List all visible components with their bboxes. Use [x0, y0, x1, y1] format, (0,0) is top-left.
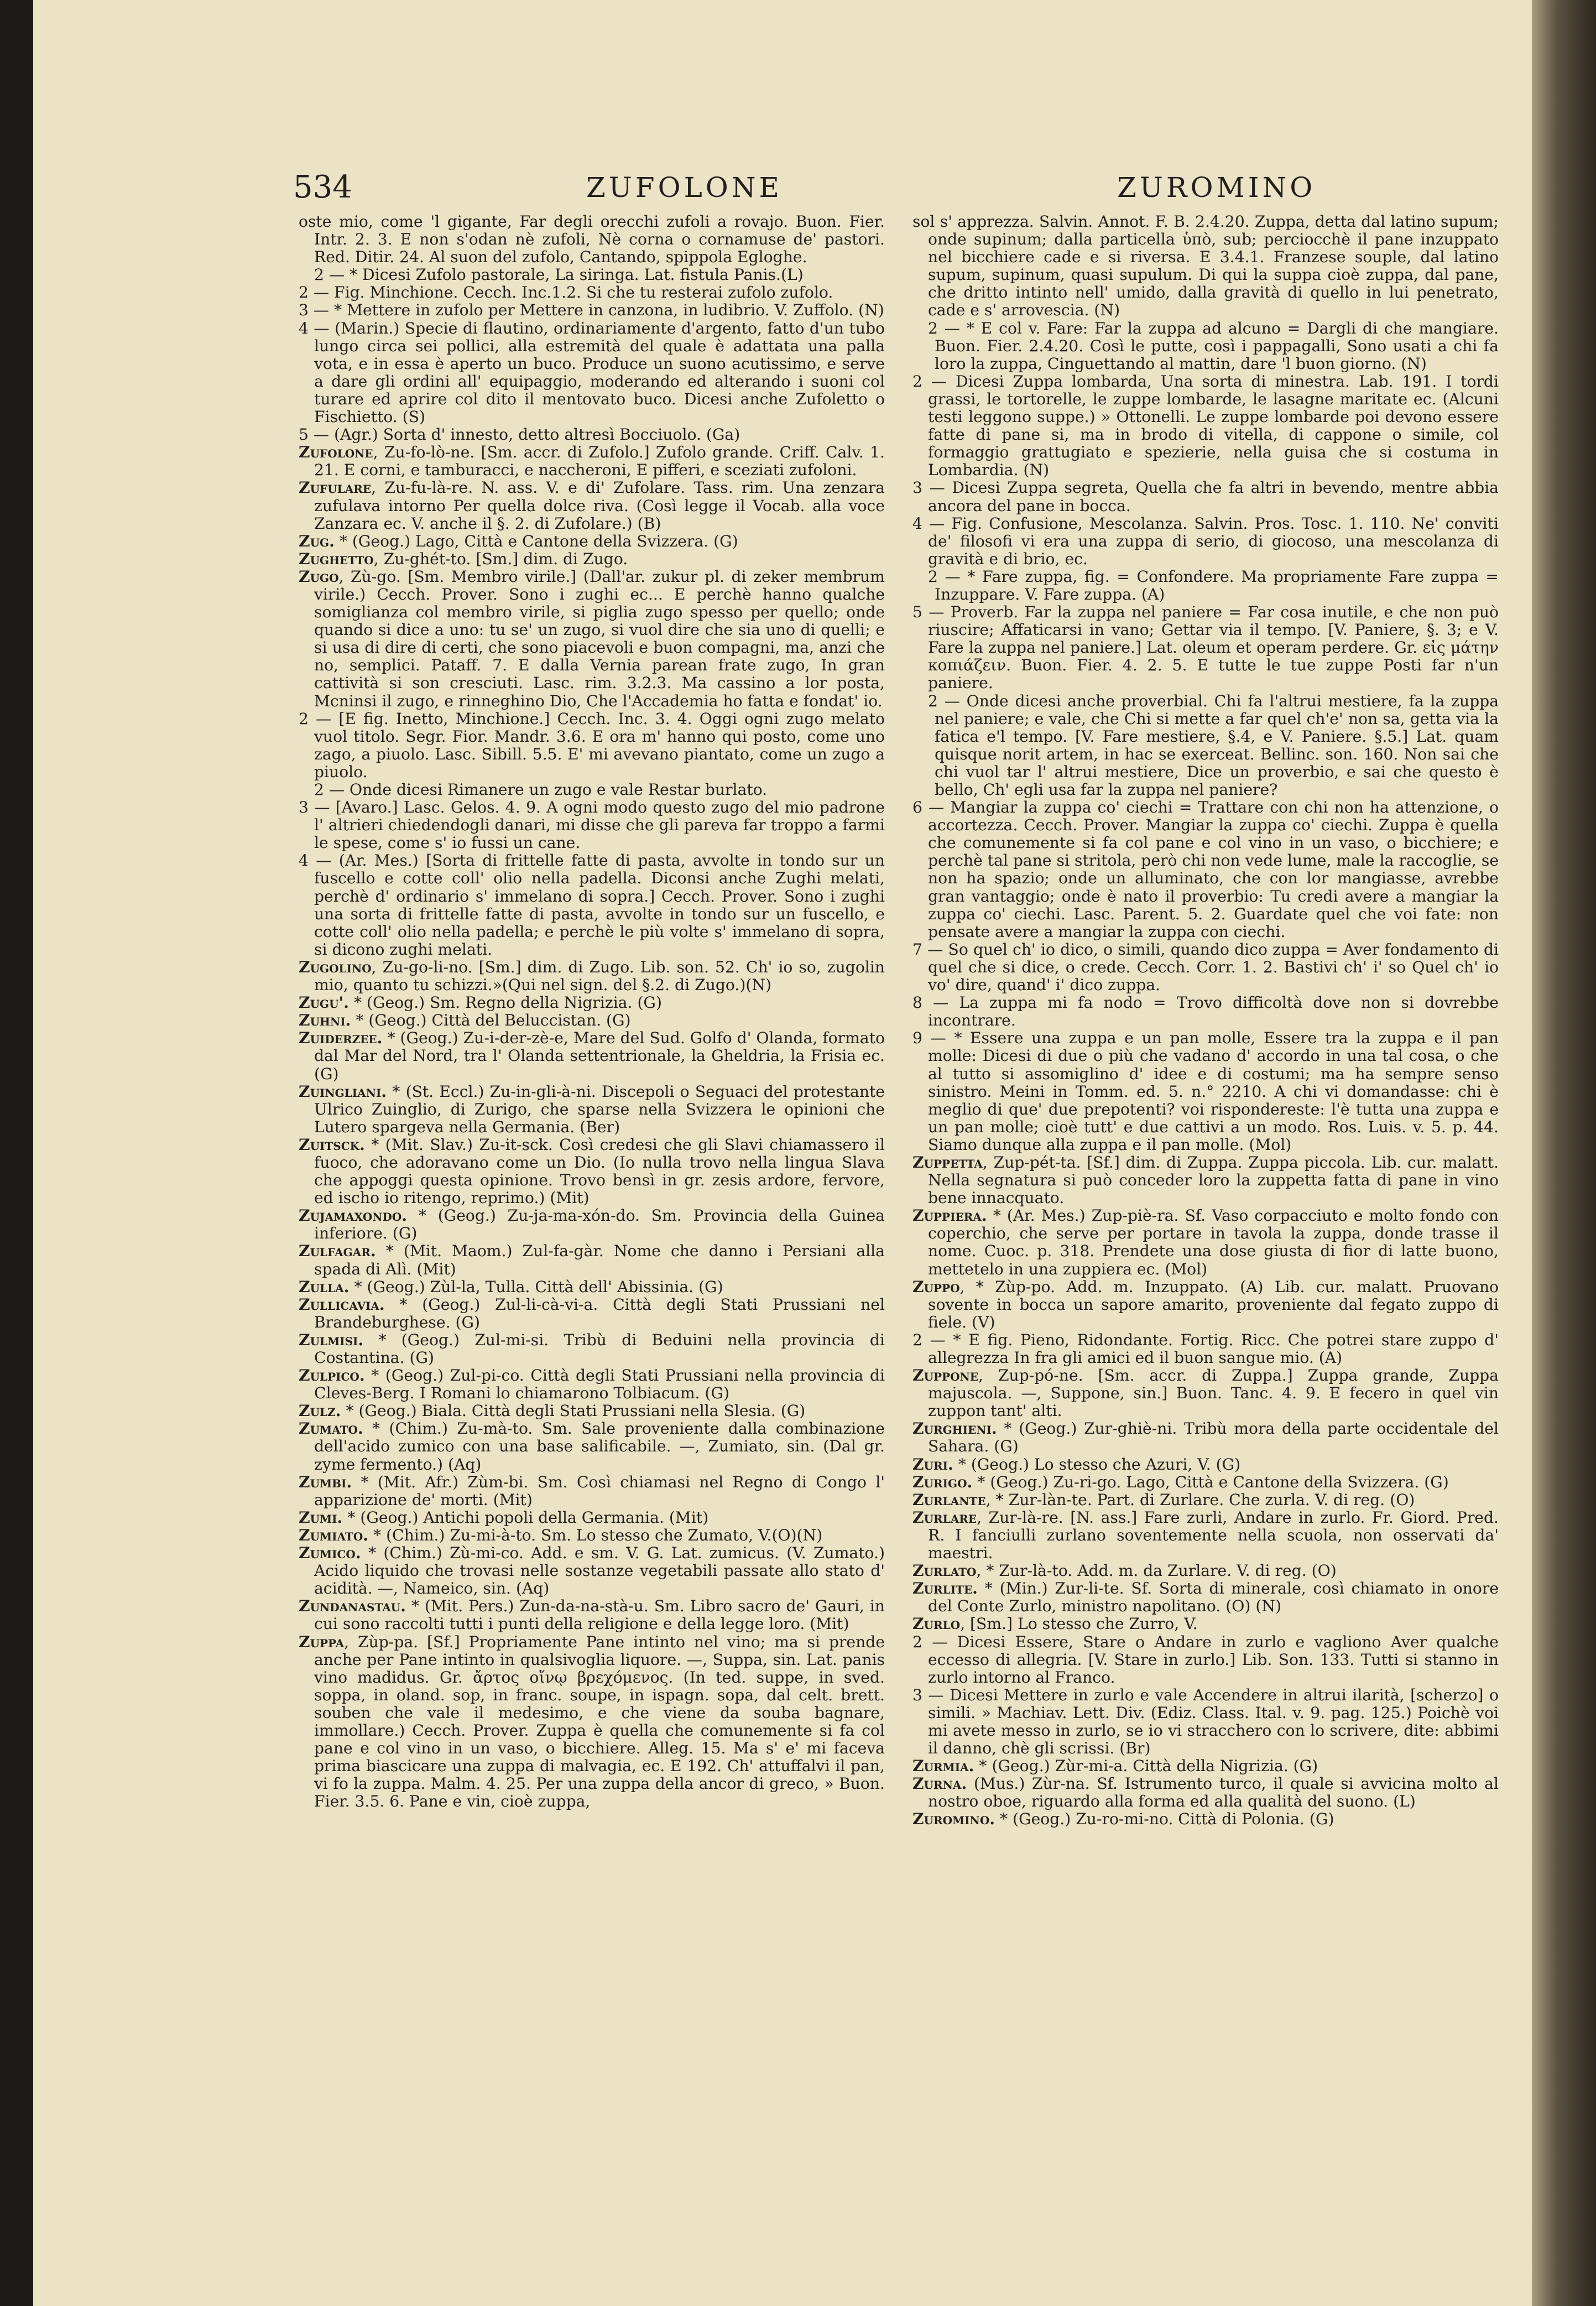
entry-headword: Zurlo [912, 1615, 961, 1633]
dictionary-entry [299, 1296, 885, 1331]
dictionary-entry [299, 1402, 885, 1420]
entry-text: * (Geog.) Zur-ghiè-ni. Tribù mora della parte occidentale del Sahara. (G) [928, 1419, 1499, 1456]
dictionary-entry [299, 284, 885, 301]
entry-text: 4 — Fig. Confusione, Mescolanza. Salvin. Pros. Tosc. 1. 110. Ne' conviti de' filosofi vi era una zuppa di serio, di giocoso, una mescolanza di gravità e di brio, ec. [912, 514, 1499, 568]
dictionary-entry [912, 799, 1499, 941]
dictionary-entry [912, 1278, 1499, 1331]
dictionary-entry [299, 1278, 885, 1296]
entry-text: 2 — * E col v. Fare: Far la zuppa ad alcuno = Dargli di che mangiare. Buon. Fier. 2.4.20. Così le putte, così i pappagalli, Sono usati a chi fa loro la zuppa, Cinguettando al mattin, dare 'l buon giorno. (N) [928, 319, 1499, 373]
entry-text: * (Geog.) Sm. Regno della Nigrizia. (G) [348, 993, 662, 1012]
dictionary-entry [299, 568, 885, 710]
entry-text: * (Mit. Afr.) Zùm-bi. Sm. Così chiamasi nel Regno di Congo l' apparizione de' morti. (Mit) [314, 1472, 885, 1509]
entry-headword: Zulmisi. [299, 1330, 364, 1349]
dictionary-entry [299, 533, 885, 550]
entry-headword: Zurlante [912, 1490, 986, 1509]
entry-text: 2 — [E fig. Inetto, Minchione.] Cecch. Inc. 3. 4. Oggi ogni zugo melato vuol titolo. Segr. Fior. Mandr. 3.6. E ora m' hanno qui posto, come uno zago, a piuolo. Lasc. Sibill. 5.5. E' mi avevano piantato, come un zugo a piuolo. [299, 709, 885, 781]
dictionary-entry [912, 1580, 1499, 1615]
entry-headword: Zulla. [299, 1277, 350, 1296]
entry-text: 7 — So quel ch' io dico, o simili, quando dico zuppa = Aver fondamento di quel che si dice, o crede. Cecch. Corr. 1. 2. Bastivi ch' i' so Quel ch' io vo' dire, quand' i' dico zuppa. [912, 940, 1499, 995]
entry-text: 3 — * Mettere in zufolo per Mettere in canzona, in ludibrio. V. Zuffolo. (N) [299, 301, 884, 320]
entry-headword: Zufolone [299, 443, 373, 462]
entry-headword: Zug. [299, 532, 335, 550]
left-column [299, 213, 885, 1810]
entry-headword: Zundanastau. [299, 1597, 406, 1616]
entry-text: * (Geog.) Zùl-la, Tulla. Città dell' Abissinia. (G) [349, 1277, 723, 1296]
right-column [912, 213, 1499, 1829]
entry-text: 3 — Dicesi Zuppa segreta, Quella che fa altri in bevendo, mentre abbia ancora del pane in bocca. [912, 478, 1499, 515]
dictionary-entry [912, 1686, 1499, 1757]
dictionary-entry [912, 373, 1499, 480]
entry-text: * (Mit. Slav.) Zu-it-sck. Così credesi che gli Slavi chiamassero il fuoco, che adoravano come un Dio. (Io nulla trovo nella lingua Slava che appoggi questa opinione. Trovo bensì in gr. zesis ardore, fervore, ed ischo io ritengo, reprimo.) (Mit) [314, 1135, 885, 1207]
running-head [33, 166, 1560, 210]
dictionary-entry [912, 1810, 1499, 1828]
entry-text: , Zu-fu-là-re. N. ass. V. e di' Zufolare. Tass. rim. Una zenzara zufulava intorno Per quella dolce riva. (Così legge il Vocab. alla voce Zanzara ec. V. anche il §. 2. di Zufolare.) (B) [314, 478, 885, 533]
dictionary-entry [299, 1331, 885, 1367]
entry-text: * (Min.) Zur-li-te. Sf. Sorta di minerale, così chiamato in onore del Conte Zurlo, ministro napolitano. (O) (N) [928, 1579, 1499, 1616]
entry-text: * (Chim.) Zu-mà-to. Sm. Sale proveniente dalla combinazione dell'acido zumico con una base salificabile. —, Zumiato, sin. (Dal gr. zyme fermento.) (Aq) [314, 1419, 885, 1474]
entry-headword: Zumi. [299, 1508, 343, 1527]
dictionary-entry [299, 1012, 885, 1029]
entry-text: 2 — Dicesi Essere, Stare o Andare in zurlo e vagliono Aver qualche eccesso di allegria. [V. Stare in zurlo.] Lib. Son. 133. Tutti si stanno in zurlo intorno al Franco. [912, 1632, 1499, 1686]
entry-text: , * Zur-làn-te. Part. di Zurlare. Che zurla. V. di reg. (O) [985, 1490, 1415, 1509]
entry-headword: Zuppo [912, 1277, 960, 1296]
entry-headword: Zumico. [299, 1544, 361, 1563]
dictionary-entry [912, 1207, 1499, 1278]
entry-headword: Zulpico. [299, 1366, 365, 1385]
entry-text: * (St. Eccl.) Zu-in-gli-à-ni. Discepoli o Seguaci del protestante Ulrico Zuinglio, di Zurigo, che sparse nella Svizzera le opinioni che Lutero spargeva nella Germania. (Ber) [314, 1082, 885, 1136]
entry-text: 6 — Mangiar la zuppa co' ciechi = Trattare con chi non ha attenzione, o accortezza. Cecch. Prover. Mangiar la zuppa co' ciechi. Zuppa è quella che comunemente si fa col pane e col vino in un vaso, o bicchiere; e perchè tal pane si stritola, però chi non vede lume, male la raccoglie, se non ha spazio; onde un alluminato, che con lor mangiasse, avrebbe gran vantaggio; onde è nato il proverbio: Tu credi avere a mangiar la zuppa co' ciechi. Lasc. Parent. 5. 2. Guardate quel che voi fate: non pensate avere a mangiar la zuppa con ciechi. [912, 798, 1499, 941]
entry-text: * (Geog.) Città del Beluccistan. (G) [351, 1011, 631, 1030]
dictionary-entry [299, 799, 885, 852]
entry-headword: Zurlite. [912, 1579, 978, 1598]
entry-text: , Zu-ghét-to. [Sm.] dim. di Zugo. [373, 549, 628, 568]
dictionary-entry [912, 1757, 1499, 1775]
dictionary-entry [299, 320, 885, 426]
dictionary-entry [912, 693, 1499, 799]
entry-headword: Zumiato. [299, 1526, 369, 1544]
entry-headword: Zuppa [299, 1632, 345, 1651]
dictionary-entry [299, 1367, 885, 1402]
entry-headword: Zufulare [299, 478, 372, 497]
dictionary-entry [299, 781, 885, 799]
dictionary-entry [299, 1083, 885, 1136]
dictionary-entry [299, 1242, 885, 1278]
entry-headword: Zurghieni. [912, 1419, 997, 1438]
dictionary-entry [299, 213, 885, 266]
dictionary-entry [299, 1544, 885, 1597]
entry-text: * (Geog.) Lago, Città e Cantone della Svizzera. (G) [334, 532, 738, 550]
header-last-entry: ZUROMINO [1117, 171, 1316, 204]
entry-text: oste mio, come 'l gigante, Far degli orecchi zufoli a rovajo. Buon. Fier. Intr. 2. 3. E non s'odan nè zufoli, Nè corna o cornamuse de' pastori. Red. Ditir. 24. Al suon del zufolo, Cantando, spippola Egloghe. [299, 212, 885, 267]
entry-headword: Zuppone [912, 1366, 979, 1385]
entry-headword: Zulfagar. [299, 1242, 376, 1261]
entry-headword: Zurlare [912, 1508, 977, 1527]
dictionary-entry [912, 1633, 1499, 1686]
dictionary-entry [912, 568, 1499, 603]
entry-text: 3 — [Avaro.] Lasc. Gelos. 4. 9. A ogni modo questo zugo del mio padrone l' altrieri chiedendogli danari, mi disse che gli pareva far troppo a farmi le spese, come s' io fussi un cane. [299, 798, 885, 852]
header-first-entry: ZUFOLONE [586, 171, 783, 204]
dictionary-entry [912, 1456, 1499, 1474]
entry-text: 8 — La zuppa mi fa nodo = Trovo difficoltà dove non si dovrebbe incontrare. [912, 993, 1499, 1030]
entry-text: 2 — * Fare zuppa, fig. = Confondere. Ma propriamente Fare zuppa = Inzuppare. V. Fare zuppa. (A) [928, 567, 1499, 603]
dictionary-entry [912, 479, 1499, 514]
entry-text: , Zu-go-li-no. [Sm.] dim. di Zugo. Lib. son. 52. Ch' io so, zugolin mio, quanto tu schizzi.»(Qui nel sign. del §.2. di Zugo.)(N) [314, 957, 885, 995]
dictionary-entry [912, 1474, 1499, 1491]
entry-text: * (Ar. Mes.) Zup-piè-ra. Sf. Vaso corpacciuto e molto fondo con coperchio, che serve per portare in tavola la zuppa, donde trasse il nome. Cuoc. p. 318. Prendete una dose giusta di fior di latte buono, mettetelo in una zuppiera ec. (Mol) [928, 1206, 1499, 1278]
entry-text: * (Chim.) Zu-mi-à-to. Sm. Lo stesso che Zumato, V.(O)(N) [368, 1526, 823, 1544]
dictionary-entry [299, 444, 885, 479]
dictionary-entry [912, 994, 1499, 1029]
entry-text: 5 — (Agr.) Sorta d' innesto, detto altresì Bocciuolo. (Ga) [299, 425, 740, 444]
dictionary-entry [299, 959, 885, 994]
dictionary-entry [299, 426, 885, 444]
entry-text: * (Geog.) Zu-ja-ma-xón-do. Sm. Provincia della Guinea inferiore. (G) [314, 1206, 885, 1243]
entry-text: * (Geog.) Biala. Città degli Stati Prussiani nella Slesia. (G) [341, 1402, 806, 1420]
entry-headword: Zurmia. [912, 1757, 974, 1776]
entry-text: , [Sm.] Lo stesso che Zurro, V. [960, 1615, 1198, 1633]
entry-text: , Zup-pét-ta. [Sf.] dim. di Zuppa. Zuppa piccola. Lib. cur. malatt. Nella segnatura si può conceder loro la zuppetta fatta di pane in vino bene innacquato. [928, 1153, 1499, 1207]
entry-headword: Zuiderzee. [299, 1029, 383, 1048]
entry-headword: Zuingliani. [299, 1082, 387, 1101]
dictionary-entry [912, 1029, 1499, 1154]
entry-text: 4 — (Marin.) Specie di flautino, ordinariamente d'argento, fatto d'un tubo lungo circa sei pollici, alla estremità del quale è adattata una palla vota, e in essa è aperto un buco. Produce un suono acutissimo, e serve a dare gli ordini all' equipaggio, moderando ed alterando i suoni col turare ed aprire col dito il mentovato buco. Dicesi anche Zufoletto o Fischietto. (S) [299, 319, 885, 426]
entry-text: , Zù-go. [Sm. Membro virile.] (Dall'ar. zukur pl. di zeker membrum virile.) Cecch. Prover. Sono i zughi ec... E perchè hanno qualche somiglianza col membro virile, si piglia zugo spesso per quello; onde quando si dice a uno: tu se' un zugo, si vuol dire che sia uno di quelli; e si usa di dire di certi, che sono piacevoli e buon compagni, ma, anzi che no, semplici. Pataff. 7. E dalla Vernia parean frate zugo, In gran cattività si son cresciuti. Lasc. rim. 3.2.3. Ma cassino a lor posta, Mcninsi il zugo, e rinneghino Dio, Che l'Accademia ho fatta e fondat' io. [314, 567, 885, 710]
dictionary-entry [912, 515, 1499, 568]
entry-text: 2 — * Dicesi Zufolo pastorale, La siringa. Lat. fistula Panis.(L) [314, 266, 804, 284]
entry-text: * (Mit. Pers.) Zun-da-na-stà-u. Sm. Libro sacro de' Gauri, in cui sono raccolti tutti i punti della religione e della legge loro. (Mit) [314, 1597, 885, 1633]
entry-headword: Zuppiera. [912, 1206, 987, 1225]
entry-text: , Zur-là-re. [N. ass.] Fare zurli, Andare in zurlo. Fr. Giord. Pred. R. I fanciulli zurlano soventemente nella scuola, non osservati da' maestri. [928, 1508, 1499, 1563]
entry-headword: Zumbi. [299, 1472, 352, 1491]
dictionary-entry [299, 710, 885, 781]
dictionary-entry [299, 994, 885, 1012]
entry-headword: Zulz. [299, 1402, 341, 1420]
entry-headword: Zuhni. [299, 1011, 351, 1030]
dictionary-entry [299, 479, 885, 532]
entry-text: 2 — Dicesi Zuppa lombarda, Una sorta di minestra. Lab. 191. I tordi grassi, le tortorelle, le zuppe lombarde, le lasagne maritate ec. (Alcuni testi leggono suppe.) » Ottonelli. Le zuppe lombarde poi devono essere fatte di pane si, ma in brodo di vitella, di cappone o simile, col formaggio grattugiato e spezierie, nella guisa che si costuma in Lombardia. (N) [912, 372, 1499, 480]
dictionary-page [33, 0, 1560, 2306]
dictionary-entry [299, 301, 885, 319]
entry-text: * (Geog.) Lo stesso che Azuri, V. (G) [953, 1455, 1241, 1474]
dictionary-entry [299, 1474, 885, 1509]
dictionary-entry [912, 213, 1499, 320]
dictionary-entry [912, 603, 1499, 692]
dictionary-entry [912, 1615, 1499, 1633]
entry-text: , Zu-fo-lò-ne. [Sm. accr. di Zufolo.] Zufolo grande. Criff. Calv. 1. 21. E corni, e tamburacci, e naccheroni, E pifferi, e sceziati zufoloni. [314, 443, 885, 480]
entry-text: sol s' apprezza. Salvin. Annot. F. B. 2.4.20. Zuppa, detta dal latino supum; onde supinum; dalla particella ὑπὸ, sub; perciocchè il pane inzuppato nel bicchiere cade e si riversa. E 3.4.1. Franzese souple, dal latino supum, supinum, quasi supulum. Di qui la suppa cioè zuppa, dal pane, che dritto intinto nell' umido, dalla gravità di quello in lui penetrato, cade e s' arrovescia. (N) [912, 212, 1499, 320]
entry-text: 2 — Onde dicesi anche proverbial. Chi fa l'altrui mestiere, fa la zuppa nel paniere; e vale, che Chi si mette a far quel ch'e' non sa, getta via la fatica e'l tempo. [V. Fare mestiere, §.4, e V. Paniere. §.5.] Lat. quam quisque norit artem, in hac se exerceat. Bellinc. son. 160. Non sai che chi vuol tar l' altrui mestiere, Dice un proverbio, e sai che questo è bello, Ch' egli usa far la zuppa nel paniere? [928, 691, 1499, 799]
entry-text: * (Geog.) Zul-mi-si. Tribù di Beduini nella provincia di Costantina. (G) [314, 1330, 885, 1367]
entry-text: * (Geog.) Antichi popoli della Germania. (Mit) [342, 1508, 709, 1527]
page-number: 534 [293, 169, 352, 205]
entry-headword: Zurna. [912, 1774, 967, 1793]
entry-text: (Mus.) Zùr-na. Sf. Istrumento turco, il quale si avvicina molto al nostro oboe, riguardo alla forma ed alla qualità del suono. (L) [928, 1774, 1499, 1811]
entry-headword: Zughetto [299, 549, 374, 568]
entry-headword: Zugolino [299, 957, 372, 976]
dictionary-entry [299, 1420, 885, 1473]
entry-text: 3 — Dicesi Mettere in zurlo e vale Accendere in altrui ilarità, [scherzo] o simili. » Machiav. Lett. Div. (Ediz. Class. Ital. v. 9. pag. 125.) Poichè voi mi avete messo in zurlo, se io vi stracchero con lo scrivere, dite: abbimi il danno, chè gli scrissi. (Br) [912, 1685, 1499, 1758]
entry-text: 4 — (Ar. Mes.) [Sorta di frittelle fatte di pasta, avvolte in tondo sur un fuscello e cotte coll' olio nella padella. Diconsi anche Zughi melati, perchè d' ordinario s' immelano di sopra.] Cecch. Prover. Sono i zughi una sorta di frittelle fatte di pasta, avvolte in tondo sur un fuscello, e cotte coll' olio nella padella; e perchè le più volte s' immelano di sopra, si dicono zughi melati. [299, 851, 885, 959]
dictionary-entry [299, 1633, 885, 1811]
dictionary-entry [912, 1154, 1499, 1207]
entry-text: * (Chim.) Zù-mi-co. Add. e sm. V. G. Lat. zumicus. (V. Zumato.) Acido liquido che trovasi nelle sostanze vegetabili passate allo stato d' acidità. —, Nameico, sin. (Aq) [314, 1544, 885, 1598]
entry-text: * (Geog.) Zùr-mi-a. Città della Nigrizia. (G) [974, 1757, 1318, 1776]
dictionary-entry [912, 1775, 1499, 1810]
dictionary-entry [299, 550, 885, 568]
entry-text: * (Geog.) Zu-ri-go. Lago, Città e Cantone della Svizzera. (G) [972, 1472, 1449, 1491]
entry-text: , * Zur-là-to. Add. m. da Zurlare. V. di reg. (O) [976, 1561, 1337, 1580]
entry-text: 9 — * Essere una zuppa e un pan molle, Essere tra la zuppa e il pan molle: Dicesi di due o più che vadano d' accordo in una tal cosa, o che al tutto si assomiglino d' idee e di costumi; ma ha sempre senso sinistro. Meini in Tomm. ed. 5. n.° 2210. A chi vi domandasse: chi è meglio di que' due prepotenti? voi rispondereste: l'è tutta una zuppa e un pan molle; cioè tutt' e due cattivi a un modo. Ros. Luis. v. 5. p. 44. Siamo dunque alla zuppa e il pan molle. (Mol) [912, 1029, 1499, 1154]
entry-text: , * Zùp-po. Add. m. Inzuppato. (A) Lib. cur. malatt. Pruovano sovente in bocca un sapore amarito, proveniente dal fegato zuppo di fiele. (V) [928, 1277, 1499, 1331]
dictionary-entry [912, 1420, 1499, 1455]
entry-text: 2 — Fig. Minchione. Cecch. Inc.1.2. Si che tu resterai zufolo zufolo. [299, 283, 833, 302]
entry-headword: Zugu'. [299, 993, 349, 1012]
entry-text: * (Geog.) Zu-i-der-zè-e, Mare del Sud. Golfo d' Olanda, formato dal Mar del Nord, tra l' Olanda settentrionale, la Gheldria, la Frisia ec. (G) [314, 1029, 885, 1083]
entry-headword: Zurigo. [912, 1472, 973, 1491]
entry-text: , Zup-pó-ne. [Sm. accr. di Zuppa.] Zuppa grande, Zuppa majuscola. —, Suppone, sin.] Buon. Tanc. 4. 9. E fecero in quel vin zuppon tant' alti. [928, 1366, 1499, 1420]
entry-headword: Zurlato [912, 1561, 977, 1580]
dictionary-entry [912, 1491, 1499, 1509]
dictionary-entry [299, 1136, 885, 1207]
dictionary-entry [299, 852, 885, 959]
entry-text: * (Geog.) Zu-ro-mi-no. Città di Polonia. (G) [995, 1810, 1334, 1829]
dictionary-entry [299, 1029, 885, 1082]
dictionary-entry [299, 266, 885, 284]
page-gutter-shadow [1532, 0, 1596, 2306]
dictionary-entry [912, 1331, 1499, 1367]
entry-text: 2 — Onde dicesi Rimanere un zugo e vale Restar burlato. [314, 780, 768, 799]
entry-text: , Zùp-pa. [Sf.] Propriamente Pane intinto nel vino; ma si prende anche per Pane intinto in qualsivoglia liquore. —, Suppa, sin. Lat. panis vino madidus. Gr. ἄρτος οἴνῳ βρεχόμενος. (In ted. suppe, in sved. soppa, in oland. sop, in franc. soupe, in ispagn. sopa, dal celt. brett. souben che vale il medesimo, e che viene da souba bagnare, immollare.) Cecch. Prover. Zuppa è quella che comunemente si fa col pane e col vino in un vaso, o bicchiere. Alleg. 15. Ma s' e' mi faceva prima biascicare una zuppa di malvagia, ec. E 192. Ch' attuffalvi il pan, vi fo la zuppa. Malm. 4. 25. Per una zuppa della ancor di greco, » Buon. Fier. 3.5. 6. Pane e vin, cioè zuppa, [314, 1632, 885, 1811]
entry-headword: Zullicavia. [299, 1295, 385, 1314]
entry-headword: Zuromino. [912, 1810, 995, 1829]
entry-headword: Zuri. [912, 1455, 953, 1474]
dictionary-entry [299, 1597, 885, 1633]
entry-headword: Zujamaxondo. [299, 1206, 408, 1225]
dictionary-entry [299, 1527, 885, 1544]
entry-headword: Zumato. [299, 1419, 363, 1438]
dictionary-entry [299, 1207, 885, 1242]
dictionary-entry [912, 941, 1499, 994]
entry-text: * (Geog.) Zul-li-cà-vi-a. Città degli Stati Prussiani nel Brandeburghese. (G) [314, 1295, 885, 1331]
entry-headword: Zuppetta [912, 1153, 983, 1172]
entry-headword: Zugo [299, 567, 339, 586]
dictionary-entry [912, 1562, 1499, 1580]
entry-text: 2 — * E fig. Pieno, Ridondante. Fortig. Ricc. Che potrei stare zuppo d' allegrezza In fra gli amici ed il buon sangue mio. (A) [912, 1330, 1499, 1367]
entry-text: * (Mit. Maom.) Zul-fa-gàr. Nome che danno i Persiani alla spada di Alì. (Mit) [314, 1242, 885, 1278]
dictionary-entry [912, 1367, 1499, 1420]
entry-headword: Zuitsck. [299, 1135, 365, 1154]
entry-text: * (Geog.) Zul-pi-co. Città degli Stati Prussiani nella provincia di Cleves-Berg. I Romani lo chiamarono Tolbiacum. (G) [314, 1366, 885, 1403]
entry-text: 5 — Proverb. Far la zuppa nel paniere = Far cosa inutile, e che non può riuscire; Affaticarsi in vano; Gettar via il tempo. [V. Paniere, §. 3; e V. Fare la zuppa nel paniere.] Lat. oleum et operam perdere. Gr. εἰς μάτην κοπιάζειν. Buon. Fier. 4. 2. 5. E tutte le tue zuppe Posti far n'un paniere. [912, 603, 1499, 693]
dictionary-entry [912, 320, 1499, 373]
dictionary-entry [299, 1509, 885, 1527]
dictionary-entry [912, 1509, 1499, 1562]
